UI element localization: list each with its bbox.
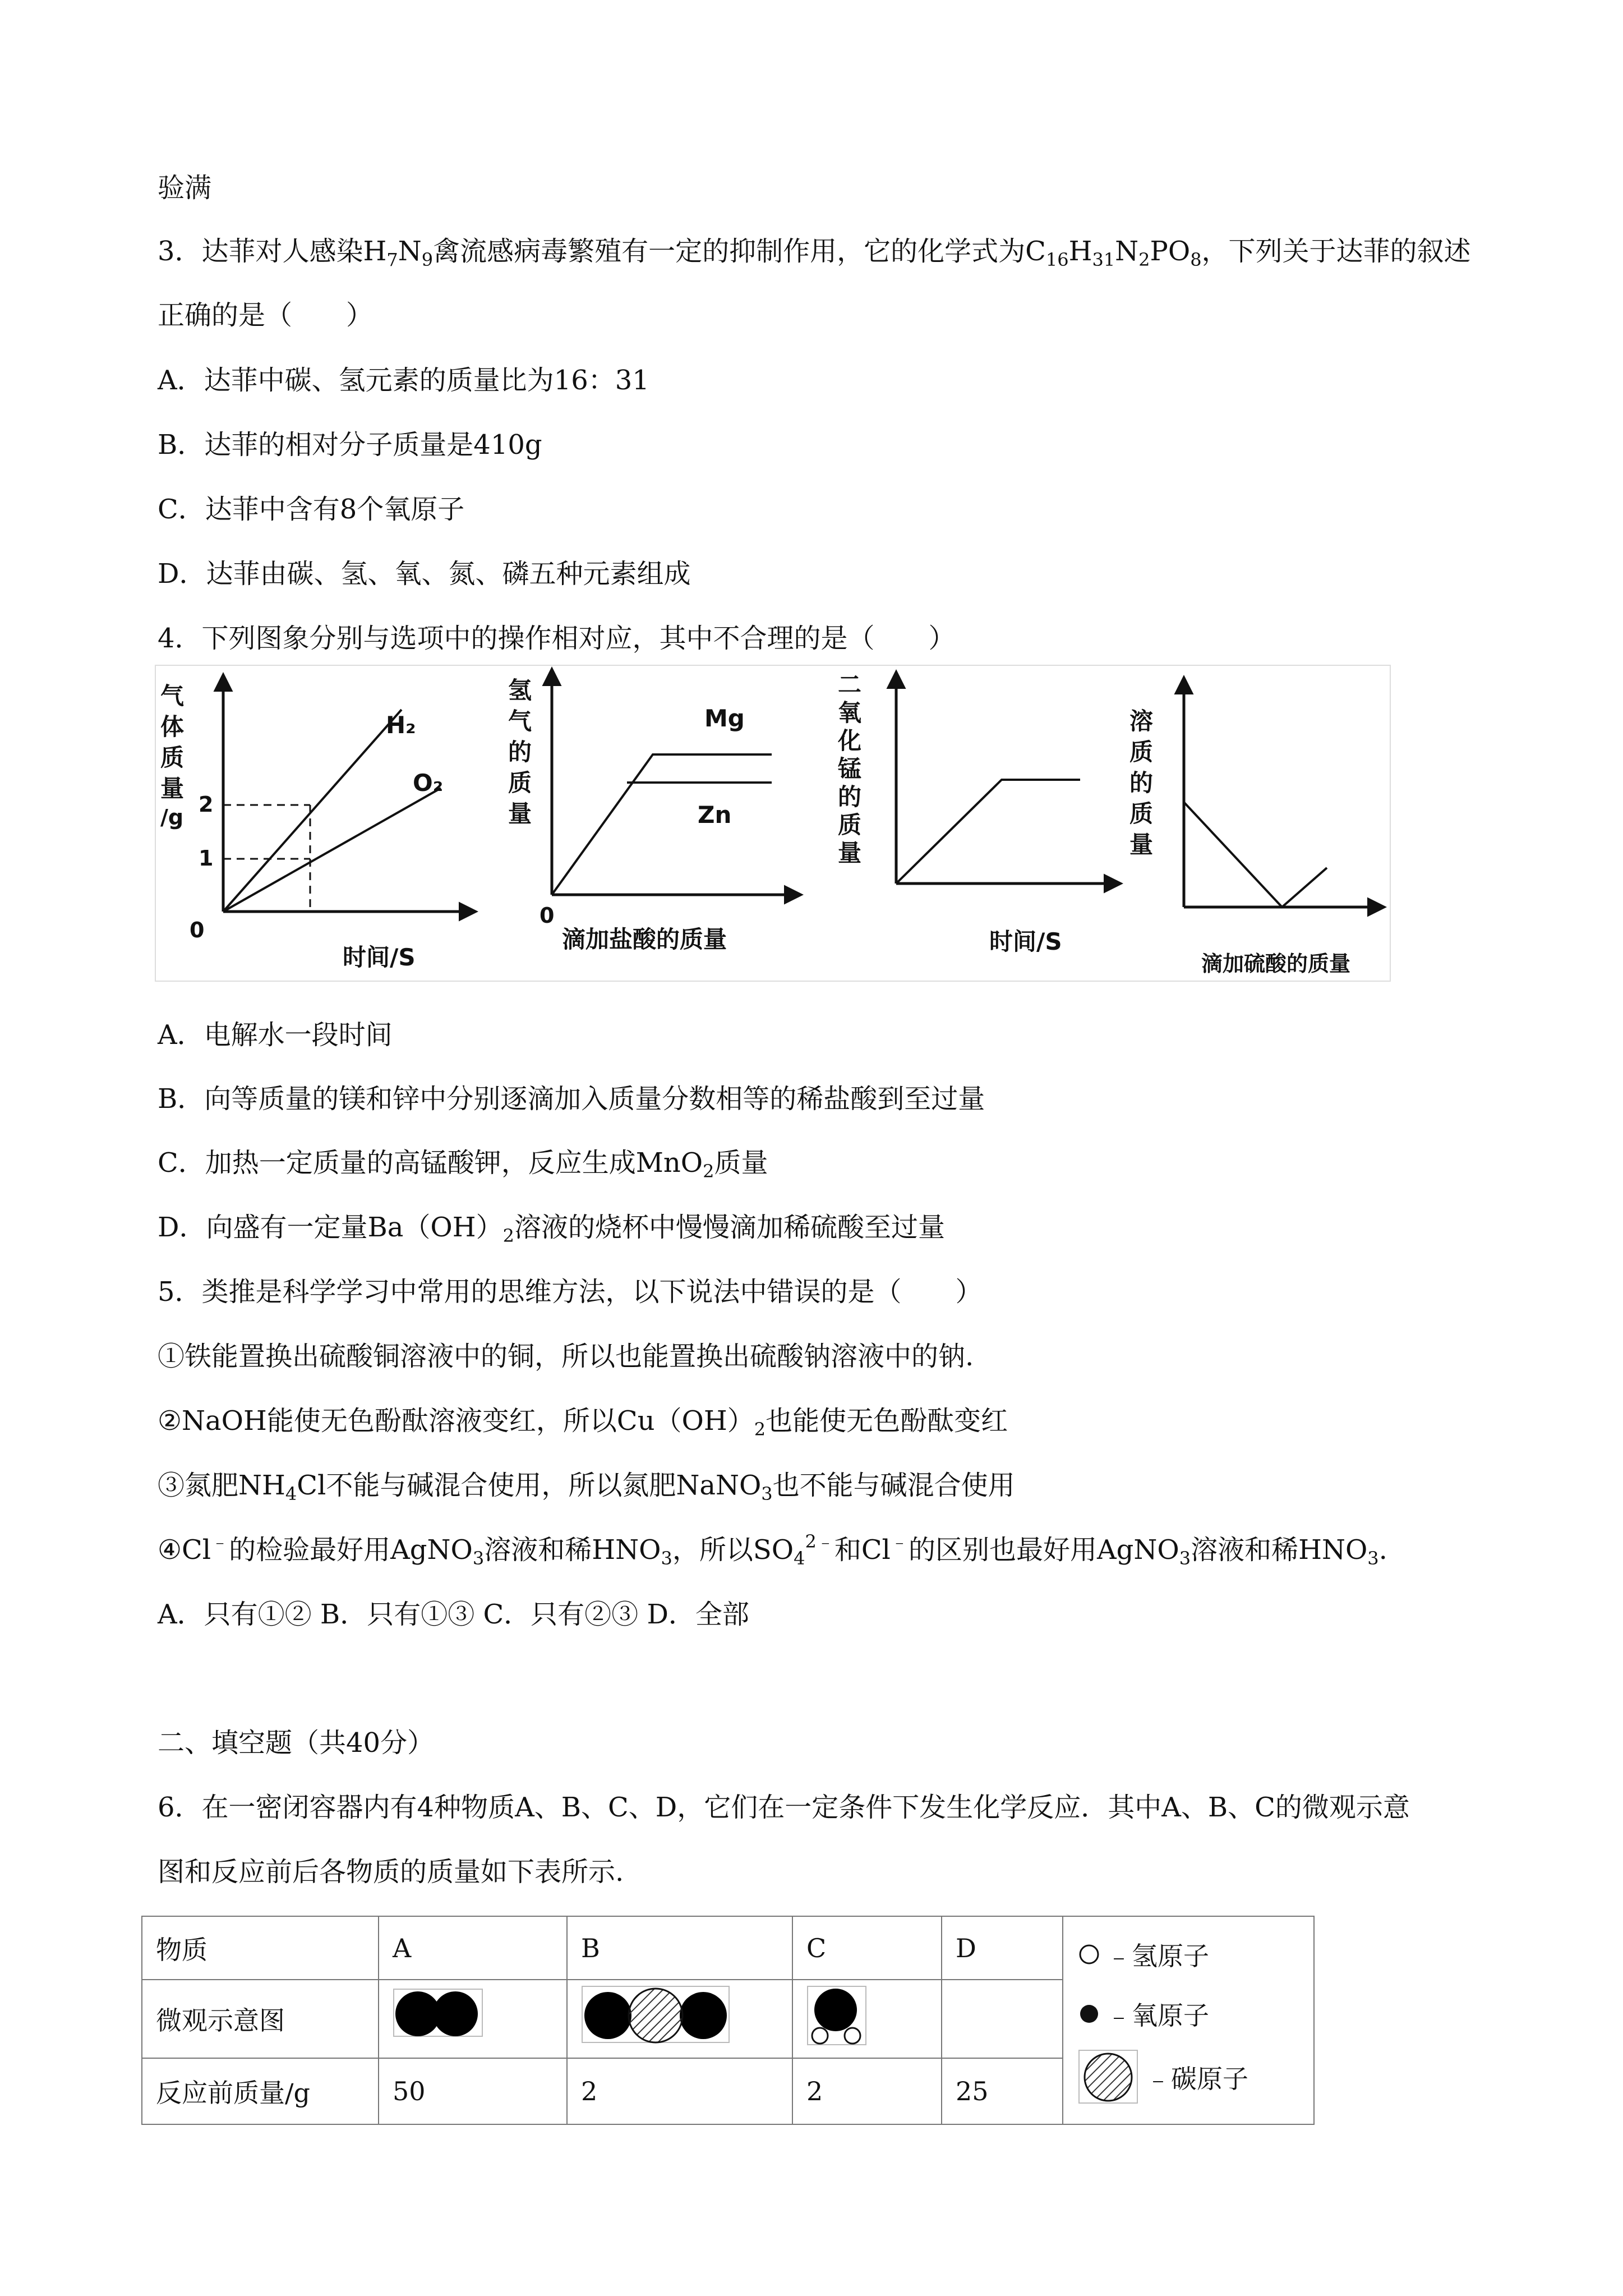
svg-text:锰: 锰 [838, 755, 862, 783]
options-5: A．只有①② B．只有①③ C．只有②③ D．全部 [158, 1599, 749, 1630]
svg-text:氧: 氧 [838, 699, 862, 726]
svg-text:的: 的 [838, 783, 862, 811]
question-3-line-1 [158, 234, 1471, 268]
svg-text:的: 的 [1129, 769, 1154, 797]
statement-5-2: ②NaOH能使无色酚酞溶液变红，所以$Cu(OH)_2$也能使无色酚酞变红 [158, 1405, 1008, 1440]
question-4-graphs [155, 665, 1391, 982]
svg-text:氢: 氢 [508, 677, 532, 704]
graph-metal-acid [508, 670, 800, 953]
micro-a [379, 1980, 567, 2058]
graph2-label-zn: Zn [698, 801, 732, 829]
svg-text:量: 量 [160, 775, 185, 802]
q3-text-c: ，下列关于达菲的叙述 [1201, 236, 1471, 267]
text-line-yanman: 验满 [158, 172, 212, 204]
question-6-line-2: 图和反应前后各物质的质量如下表所示. [158, 1856, 624, 1888]
oxygen-atom-icon [1078, 2003, 1100, 2025]
option-3a: A．达菲中碳、氢元素的质量比为16：31 [158, 365, 649, 396]
graph4-ylabel [1129, 707, 1153, 858]
svg-text:质: 质 [508, 769, 532, 797]
reaction-table [141, 1916, 1315, 2125]
graph1-line-h2 [223, 710, 402, 912]
statement-5-3: ③氮肥$NH_4Cl$不能与碱混合使用，所以氮肥NaNO$_3$也不能与碱混合使用 [158, 1470, 1015, 1504]
question-3-line-2: 正确的是（ ） [158, 300, 374, 331]
table-cell: 50 [379, 2058, 567, 2124]
table-header-cell: C [792, 1916, 942, 1980]
graph1-tick-1: 1 [199, 846, 214, 871]
svg-text:质: 质 [1129, 800, 1154, 827]
h2o-molecule-icon [806, 1985, 868, 2047]
table-row-header [142, 1916, 1314, 1980]
table-cell: 25 [942, 2058, 1063, 2124]
svg-text:质: 质 [160, 744, 185, 771]
svg-text:量: 量 [508, 800, 532, 827]
formula-cu-sub: 2 [754, 1419, 766, 1440]
formula-agno3-2: AgNO$_3$ [1096, 1534, 1191, 1569]
option-4b: B．向等质量的镁和锌中分别逐滴加入质量分数相等的稀盐酸到至过量 [158, 1083, 985, 1115]
formula-nh4cl: $NH_4Cl$ [238, 1470, 326, 1504]
graph-baoh2-sulfuric [1129, 679, 1383, 976]
formula-dafei: $C_{16}H_{31}N_2PO_8$ [1025, 236, 1202, 270]
q3-text-b: 禽流感病毒繁殖有一定的抑制作用，它的化学式为 [433, 236, 1026, 267]
formula-nano3: NaNO$_3$ [676, 1470, 773, 1504]
statement-5-1: ①铁能置换出硫酸铜溶液中的铜，所以也能置换出硫酸钠溶液中的钠. [158, 1341, 974, 1372]
svg-text:质: 质 [1129, 738, 1154, 766]
legend-carbon: ﹣碳原子 [1078, 2049, 1313, 2105]
option-4d: D．向盛有一定量$Ba(OH)_2$溶液的烧杯中慢慢滴加稀硫酸至过量 [158, 1212, 945, 1246]
graph3-ylabel [837, 671, 861, 867]
svg-text:二: 二 [838, 671, 862, 698]
svg-text:量: 量 [838, 839, 862, 867]
formula-mno2: MnO$_2$ [635, 1147, 714, 1182]
graph3-xlabel: 时间/S [989, 928, 1062, 955]
graph1-origin: 0 [190, 918, 205, 942]
section-2-heading: 二、填空题（共40分） [158, 1727, 435, 1759]
question-6-line-1: 6．在一密闭容器内有4种物质A、B、C、D，它们在一定条件下发生化学反应．其中A、B、C的微观示意 [158, 1792, 1410, 1823]
graph2-line-mg [552, 754, 772, 895]
table-cell: 2 [792, 2058, 942, 2124]
graph2-xlabel: 滴加盐酸的质量 [562, 926, 727, 953]
hydrogen-atom-icon [1078, 1943, 1100, 1966]
svg-text:的: 的 [508, 738, 532, 766]
svg-text:/g: /g [160, 805, 184, 830]
svg-text:体: 体 [160, 713, 185, 740]
table-header-cell: D [942, 1916, 1063, 1980]
formula-h7n9: $H_7N_9$ [363, 236, 434, 270]
question-4: 4．下列图象分别与选项中的操作相对应，其中不合理的是（ ） [158, 623, 956, 654]
formula-ba-sub: 2 [502, 1225, 514, 1246]
graph2-label-mg: Mg [704, 705, 745, 732]
graph1-tick-2: 2 [199, 792, 214, 817]
svg-text:气: 气 [160, 682, 185, 710]
graph-electrolysis [160, 676, 474, 971]
legend-hydrogen: ﹣氢原子 [1078, 1936, 1313, 1973]
graph1-label-h2: H₂ [386, 711, 416, 739]
question-5: 5．类推是科学学习中常用的思维方法，以下说法中错误的是（ ） [158, 1276, 983, 1308]
carbon-atom-icon [1078, 2049, 1140, 2105]
option-3b: B．达菲的相对分子质量是410g [158, 429, 542, 461]
table-header-cell: A [379, 1916, 567, 1980]
micro-d [942, 1980, 1063, 2058]
graph1-xlabel: 时间/S [343, 944, 416, 971]
graph1-line-o2 [223, 788, 441, 912]
table-label-cell: 微观示意图 [142, 1980, 379, 2058]
table-cell: 2 [567, 2058, 792, 2124]
option-3c: C．达菲中含有8个氧原子 [158, 494, 465, 525]
formula-agno3: AgNO$_3$ [390, 1534, 485, 1569]
graph4-xlabel: 滴加硫酸的质量 [1201, 951, 1351, 976]
option-4c: C．加热一定质量的高锰酸钾，反应生成MnO$_2$质量 [158, 1147, 768, 1182]
svg-text:量: 量 [1129, 831, 1154, 858]
graph4-line-solute [1184, 802, 1327, 907]
graph1-ylabel [160, 682, 184, 830]
option-4a: A．电解水一段时间 [158, 1019, 393, 1051]
legend-oxygen: ﹣氧原子 [1078, 1995, 1313, 2032]
o2-molecule-icon [393, 1988, 488, 2044]
co2-molecule-icon [581, 1985, 732, 2047]
formula-hno3-2: $HNO_3$ [1298, 1534, 1379, 1569]
option-3d: D．达菲由碳、氢、氧、氮、磷五种元素组成 [158, 558, 691, 590]
svg-text:溶: 溶 [1129, 707, 1154, 735]
micro-b [567, 1980, 792, 2058]
svg-text:化: 化 [838, 727, 862, 754]
svg-text:质: 质 [838, 811, 862, 839]
graph-kmno4-heating [837, 671, 1119, 955]
graph3-line-mno2 [896, 780, 1080, 884]
graph2-origin: 0 [540, 903, 555, 928]
atom-legend [1063, 1916, 1314, 2124]
svg-text:气: 气 [508, 707, 532, 735]
graph1-label-o2: O₂ [413, 769, 444, 797]
table-header-cell: 物质 [142, 1916, 379, 1980]
table-label-cell: 反应前质量/g [142, 2058, 379, 2124]
statement-5-4: ④Cl﹣的检验最好用AgNO$_3$溶液和稀$HNO_3$，所以$SO_4^{2﹣}$和Cl﹣的区别也最好用AgNO$_3$溶液和稀$HNO_3$. [158, 1531, 1387, 1569]
table-header-cell: B [567, 1916, 792, 1980]
formula-so4: $SO_4^{2﹣}$ [753, 1531, 834, 1569]
graph2-ylabel [508, 677, 532, 827]
q3-text-a: 3．达菲对人感染 [158, 236, 363, 267]
formula-hno3: $HNO_3$ [592, 1534, 672, 1569]
micro-c [792, 1980, 942, 2058]
